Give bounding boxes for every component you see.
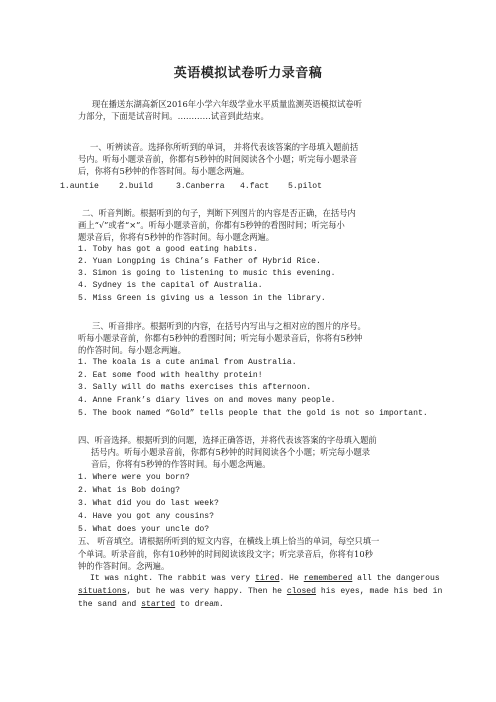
section2-item-2: 2. Yuan Longping is China’s Father of Hybrid Rice. (78, 257, 321, 266)
passage-text: . He (279, 574, 304, 583)
section3-head-1: 三、听音排序。根据听到的内容，在括号内写出与之相对应的图片的序号。 (92, 321, 366, 331)
passage-line-2 (78, 586, 442, 598)
section2-item-1: 1. Toby has got a good eating habits. (78, 245, 258, 254)
document-title: 英语模拟试卷听力录音稿 (173, 66, 323, 81)
filled-blank-5: started (141, 600, 176, 609)
word-item-5: 5.pilot (288, 182, 322, 191)
passage-line-3 (78, 599, 224, 611)
filled-blank-2: remembered (303, 574, 353, 583)
section5-head-1: 五、 听音填空。请根据所听到的短文内容，在横线上填上恰当的单词，每空只填一 (78, 536, 380, 546)
section2-item-4: 4. Sydney is the capital of Australia. (78, 281, 263, 290)
section3-item-3: 3. Sally will do maths exercises this afternoon. (78, 383, 312, 392)
word-item-3: 3.Canberra (176, 182, 225, 191)
section1-head-2: 号内。听每小题录音前，你都有5秒钟的时间阅读各个小题；听完每小题录音 (78, 154, 358, 164)
section4-item-4: 4. Have you got any cousins? (78, 512, 214, 521)
section5-head-3: 钟的作答时间。念两遍。 (78, 561, 170, 571)
section3-item-4: 4. Anne Frank’s diary lives on and moves many people. (78, 396, 336, 405)
passage-text: all the dangerous (352, 574, 440, 583)
word-item-4: 4.fact (240, 182, 270, 191)
section1-head-1: 一、听辨读音。选择你所听到的单词， 并将代表该答案的字母填入题前括 (90, 142, 359, 152)
intro-line-2: 力部分，下面是试音时间。…………试音到此结束。 (78, 111, 269, 121)
section3-item-5: 5. The book named “Gold” tells people that the gold is not so important. (78, 409, 428, 418)
passage-text: It was night. The rabbit was very (90, 574, 256, 583)
section3-item-2: 2. Eat some food with healthy protein! (78, 371, 263, 380)
section2-item-5: 5. Miss Green is giving us a lesson in the library. (78, 294, 326, 303)
filled-blank-3: situations (78, 587, 127, 596)
section4-head-2: 括号内。听每小题录音前，你都有5秒钟的时间阅读各个小题；听完每小题录 (91, 447, 371, 457)
passage-line-1 (90, 573, 440, 585)
section4-item-5: 5. What does your uncle do? (78, 525, 210, 534)
section4-item-3: 3. What did you do last week? (78, 499, 219, 508)
passage-text: to dream. (175, 600, 224, 609)
filled-blank-4: closed (286, 587, 317, 596)
filled-blank-1: tired (255, 574, 280, 583)
word-item-2: 2.build (119, 182, 153, 191)
section1-head-3: 后，你将有5秒钟的作答时间。每小题念两遍。 (78, 166, 250, 176)
section5-head-2: 个单词。听录音前，你有10秒钟的时间阅读该段文字；听完录音后，你将有10秒 (78, 549, 373, 559)
section2-item-3: 3. Simon is going to listening to music this evening. (78, 269, 336, 278)
section4-head-3: 音后，你将有5秒钟的作答时间。每小题念两遍。 (91, 459, 271, 469)
passage-text: , but he was very happy. Then he (126, 587, 287, 596)
section3-head-3: 的作答时间。每小题念两遍。 (78, 345, 186, 355)
section2-head-1: 二、听音判断。根据听到的句子，判断下列图片的内容是否正确，在括号内 (82, 208, 356, 218)
word-item-1: 1.auntie (60, 182, 99, 191)
section4-item-2: 2. What is Bob doing? (78, 486, 180, 495)
section4-item-1: 1. Where were you born? (78, 473, 190, 482)
section3-item-1: 1. The koala is a cute animal from Australia. (78, 358, 297, 367)
section2-head-2: 画上“√”或者“×”。听每小题录音前，你都有5秒钟的看图时间；听完每小 (78, 220, 345, 230)
passage-text: his eyes, made his bed in (316, 587, 443, 596)
section3-head-2: 听每小题录音前，你都有5秒钟的看图时间；听完每小题录音后，你将有5秒钟 (78, 333, 363, 343)
section4-head-1: 四、听音选择。根据听到的问题，选择正确答语，并将代表该答案的字母填入题前 (78, 435, 377, 445)
section2-head-3: 题录音后，你将有5秒钟的作答时间。每小题念两遍。 (78, 232, 275, 242)
passage-text: the sand and (78, 600, 142, 609)
intro-line-1: 现在播送东湖高新区2016年小学六年级学业水平质量监测英语模拟试卷听 (92, 99, 363, 109)
